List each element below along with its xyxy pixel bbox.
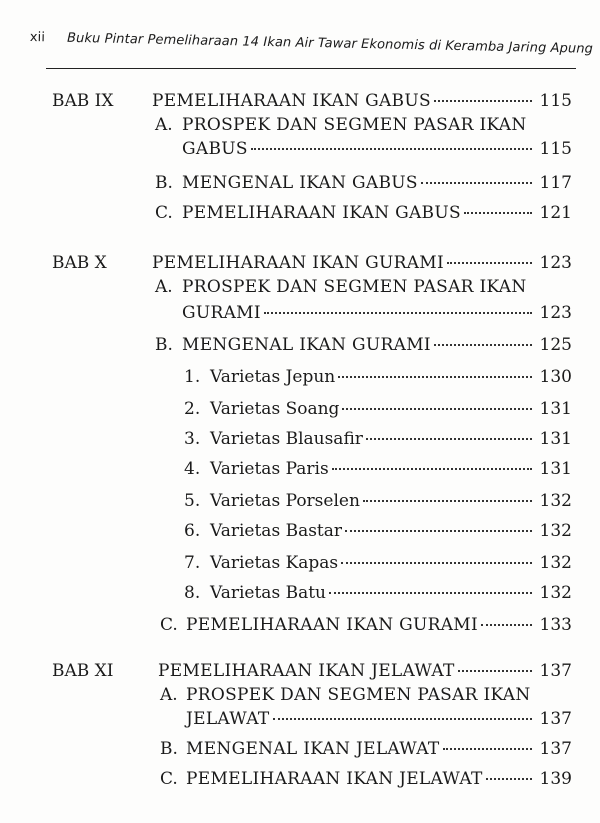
section-page: 121 bbox=[539, 203, 572, 223]
dot-leader bbox=[342, 408, 532, 410]
chapter-title: PEMELIHARAAN IKAN GABUS bbox=[152, 91, 431, 111]
section-title-leader bbox=[182, 332, 538, 358]
variety-page: 132 bbox=[539, 583, 572, 603]
chapter-title-leader bbox=[158, 658, 538, 684]
variety-title-leader bbox=[210, 456, 538, 482]
dot-leader bbox=[366, 438, 532, 440]
dot-leader bbox=[264, 312, 532, 314]
variety-number: 6. bbox=[184, 521, 201, 541]
chapter-page: 137 bbox=[539, 661, 572, 681]
section-row bbox=[0, 170, 600, 196]
variety-row bbox=[0, 426, 600, 452]
section-row bbox=[0, 332, 600, 358]
section-row bbox=[0, 112, 600, 138]
dot-leader bbox=[345, 530, 532, 532]
chapter-label: BAB X bbox=[52, 253, 107, 273]
chapter-page: 115 bbox=[539, 91, 572, 111]
section-row-cont bbox=[0, 706, 600, 732]
section-letter: B. bbox=[160, 739, 178, 759]
variety-number: 5. bbox=[184, 491, 201, 511]
variety-title: Varietas Paris bbox=[210, 459, 329, 479]
section-title-leader bbox=[182, 136, 538, 162]
section-letter: A. bbox=[155, 277, 173, 297]
section-title-leader bbox=[186, 766, 538, 792]
section-row-cont bbox=[0, 300, 600, 326]
dot-leader bbox=[486, 778, 532, 780]
section-letter: B. bbox=[155, 173, 173, 193]
variety-number: 1. bbox=[184, 367, 201, 387]
dot-leader bbox=[338, 376, 532, 378]
variety-title: Varietas Blausafir bbox=[210, 429, 363, 449]
section-title-line2: GABUS bbox=[182, 139, 248, 159]
section-title-leader bbox=[182, 300, 538, 326]
dot-leader bbox=[341, 562, 532, 564]
variety-title-leader bbox=[210, 488, 538, 514]
section-title: MENGENAL IKAN JELAWAT bbox=[186, 739, 440, 759]
variety-title-leader bbox=[210, 396, 538, 422]
variety-row bbox=[0, 580, 600, 606]
variety-row bbox=[0, 518, 600, 544]
dot-leader bbox=[329, 592, 532, 594]
section-page: 125 bbox=[539, 335, 572, 355]
section-row bbox=[0, 736, 600, 762]
variety-page: 131 bbox=[539, 459, 572, 479]
section-row bbox=[0, 682, 600, 708]
chapter-page: 123 bbox=[539, 253, 572, 273]
dot-leader bbox=[434, 344, 532, 346]
dot-leader bbox=[421, 182, 532, 184]
section-page: 137 bbox=[539, 739, 572, 759]
section-row bbox=[0, 766, 600, 792]
variety-title-leader bbox=[210, 426, 538, 452]
variety-title: Varietas Soang bbox=[210, 399, 340, 419]
variety-title-leader bbox=[210, 550, 538, 576]
section-title: PEMELIHARAAN IKAN GABUS bbox=[182, 203, 461, 223]
section-page: 115 bbox=[539, 139, 572, 159]
chapter-row-bab-x bbox=[0, 250, 600, 276]
section-title-leader bbox=[186, 612, 538, 638]
variety-page: 132 bbox=[539, 521, 572, 541]
variety-row bbox=[0, 488, 600, 514]
variety-row bbox=[0, 364, 600, 390]
variety-row bbox=[0, 456, 600, 482]
variety-number: 7. bbox=[184, 553, 201, 573]
section-title-line2: GURAMI bbox=[182, 303, 261, 323]
variety-row bbox=[0, 396, 600, 422]
variety-number: 3. bbox=[184, 429, 201, 449]
section-letter: A. bbox=[155, 115, 173, 135]
variety-number: 4. bbox=[184, 459, 201, 479]
section-title: PEMELIHARAAN IKAN GURAMI bbox=[186, 615, 478, 635]
chapter-label: BAB XI bbox=[52, 661, 114, 681]
section-letter: C. bbox=[160, 615, 178, 635]
section-title-leader bbox=[186, 706, 538, 732]
dot-leader bbox=[443, 748, 532, 750]
dot-leader bbox=[464, 212, 532, 214]
variety-title: Varietas Porselen bbox=[210, 491, 360, 511]
variety-page: 130 bbox=[539, 367, 572, 387]
section-page: 137 bbox=[539, 709, 572, 729]
section-letter: A. bbox=[160, 685, 178, 705]
section-title-line1: PROSPEK DAN SEGMEN PASAR IKAN bbox=[182, 115, 527, 135]
section-title-leader bbox=[182, 200, 538, 226]
section-page: 117 bbox=[539, 173, 572, 193]
section-letter: B. bbox=[155, 335, 173, 355]
section-letter: C. bbox=[160, 769, 178, 789]
header-book-title: Buku Pintar Pemeliharaan 14 Ikan Air Tawar Ekonomis di Keramba Jaring Apung bbox=[66, 30, 594, 57]
section-title-leader bbox=[186, 736, 538, 762]
section-title-line1: PROSPEK DAN SEGMEN PASAR IKAN bbox=[182, 277, 527, 297]
dot-leader bbox=[332, 468, 532, 470]
dot-leader bbox=[363, 500, 532, 502]
variety-title: Varietas Bastar bbox=[210, 521, 343, 541]
section-title: PEMELIHARAAN IKAN JELAWAT bbox=[186, 769, 483, 789]
section-page: 123 bbox=[539, 303, 572, 323]
chapter-row-bab-ix bbox=[0, 88, 600, 114]
variety-title: Varietas Jepun bbox=[210, 367, 336, 387]
variety-title-leader bbox=[210, 580, 538, 606]
section-title-line2: JELAWAT bbox=[186, 709, 270, 729]
section-row bbox=[0, 274, 600, 300]
variety-number: 8. bbox=[184, 583, 201, 603]
variety-page: 131 bbox=[539, 399, 572, 419]
variety-title-leader bbox=[210, 518, 538, 544]
variety-page: 131 bbox=[539, 429, 572, 449]
variety-row bbox=[0, 550, 600, 576]
section-row-cont bbox=[0, 136, 600, 162]
section-page: 133 bbox=[539, 615, 572, 635]
chapter-title: PEMELIHARAAN IKAN GURAMI bbox=[152, 253, 444, 273]
section-row bbox=[0, 200, 600, 226]
section-page: 139 bbox=[539, 769, 572, 789]
chapter-label: BAB IX bbox=[52, 91, 114, 111]
dot-leader bbox=[458, 670, 532, 672]
section-letter: C. bbox=[155, 203, 173, 223]
section-row bbox=[0, 612, 600, 638]
variety-page: 132 bbox=[539, 553, 572, 573]
variety-number: 2. bbox=[184, 399, 201, 419]
dot-leader bbox=[251, 148, 532, 150]
section-title: MENGENAL IKAN GABUS bbox=[182, 173, 418, 193]
dot-leader bbox=[447, 262, 532, 264]
header-page-number: xii bbox=[29, 30, 46, 46]
variety-title: Varietas Batu bbox=[210, 583, 326, 603]
variety-title: Varietas Kapas bbox=[210, 553, 339, 573]
chapter-title-leader bbox=[152, 88, 538, 114]
chapter-title-leader bbox=[152, 250, 538, 276]
section-title-line1: PROSPEK DAN SEGMEN PASAR IKAN bbox=[186, 685, 531, 705]
dot-leader bbox=[273, 718, 532, 720]
chapter-title: PEMELIHARAAN IKAN JELAWAT bbox=[158, 661, 455, 681]
variety-title-leader bbox=[210, 364, 538, 390]
section-title-leader bbox=[182, 170, 538, 196]
variety-page: 132 bbox=[539, 491, 572, 511]
dot-leader bbox=[434, 100, 532, 102]
dot-leader bbox=[481, 624, 532, 626]
chapter-row-bab-xi bbox=[0, 658, 600, 684]
section-title: MENGENAL IKAN GURAMI bbox=[182, 335, 431, 355]
